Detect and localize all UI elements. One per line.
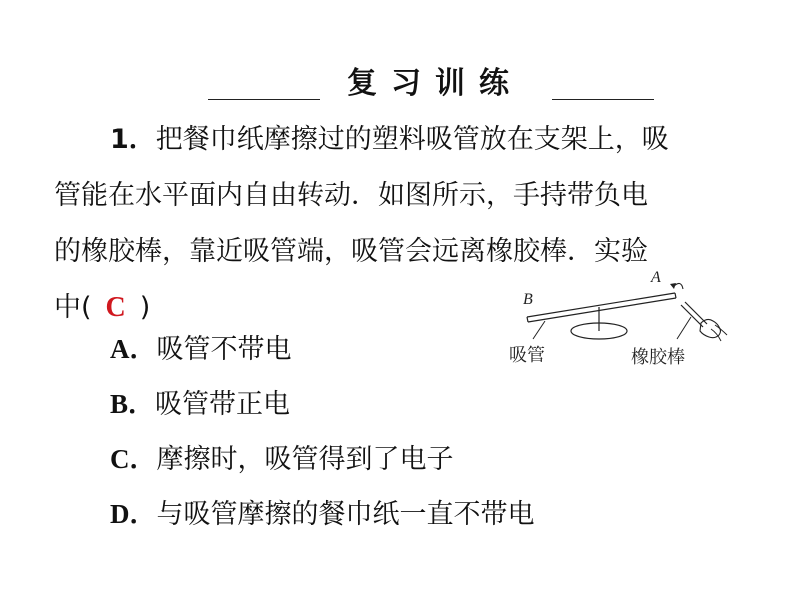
heading-title: 复习训练 — [347, 66, 523, 101]
label-end-a: A — [651, 269, 661, 286]
straw-upper — [527, 293, 675, 317]
label-end-b: B — [523, 291, 533, 308]
section-heading — [200, 66, 660, 106]
options-list — [110, 322, 535, 542]
question-line-1: 1．把餐巾纸摩擦过的塑料吸管放在支架上，吸 — [110, 124, 669, 155]
heading-rule-right — [552, 99, 654, 100]
label-rubber-rod: 橡胶棒 — [631, 347, 685, 368]
question-line-2: 管能在水平面内自由转动．如图所示，手持带负电 — [54, 180, 648, 211]
straw-lower — [528, 298, 676, 322]
answer-choice: C — [105, 292, 126, 323]
option-b: B．吸管带正电 — [110, 389, 291, 420]
label-straw: 吸管 — [509, 345, 545, 366]
option-d: D．与吸管摩擦的餐巾纸一直不带电 — [110, 499, 535, 530]
option-a: A．吸管不带电 — [110, 334, 292, 365]
heading-rule-left — [208, 99, 320, 100]
question-line-3: 的橡胶棒，靠近吸管端，吸管会远离橡胶棒．实验 — [54, 236, 648, 267]
straw-experiment-figure — [505, 265, 740, 370]
question-line-4: 中( C ) — [54, 292, 151, 323]
option-c: C．摩擦时，吸管得到了电子 — [110, 444, 454, 475]
question-number: 1． — [110, 124, 156, 155]
